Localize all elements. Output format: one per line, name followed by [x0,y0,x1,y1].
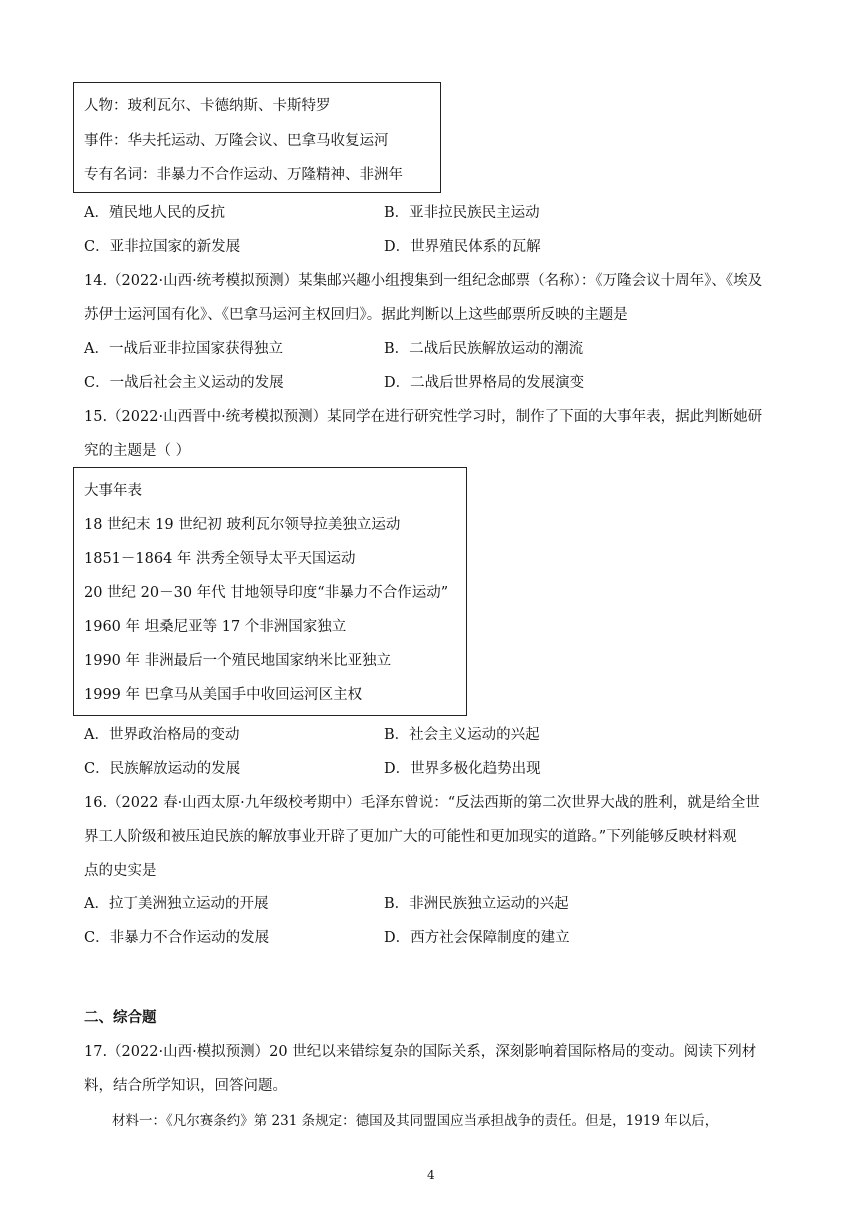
q14-option-d: D．二战后世界格局的发展演变 [384,375,585,391]
timeline-row: 18 世纪末 19 世纪初 玻利瓦尔领导拉美独立运动 [84,517,401,533]
q14-stem-line2: 苏伊士运河国有化》、《巴拿马运河主权回归》。据此判断以上这些邮票所反映的主题是 [84,307,628,323]
q17-stem-line2: 料，结合所学知识，回答问题。 [84,1078,287,1094]
q16-option-a: A．拉丁美洲独立运动的开展 [84,896,269,912]
q15-stem-line2: 究的主题是（ ） [84,443,191,459]
timeline-row: 1960 年 坦桑尼亚等 17 个非洲国家独立 [84,619,347,635]
q16-stem-line2: 界工人阶级和被压迫民族的解放事业开辟了更加广大的可能性和更加现实的道路。”下列能够反映材料观 [84,829,737,845]
timeline-title: 大事年表 [84,483,142,499]
q16-stem-line3: 点的史实是 [84,863,157,879]
q16-option-c: C．非暴力不合作运动的发展 [84,930,270,946]
q14-option-c: C．一战后社会主义运动的发展 [84,375,284,391]
keyword-line-people: 人物：玻利瓦尔、卡德纳斯、卡斯特罗 [84,98,331,114]
q17-stem-line1: 17.（2022·山西·模拟预测）20 世纪以来错综复杂的国际关系，深刻影响着国际格局的变动。阅读下列材 [84,1044,757,1060]
timeline-row: 20 世纪 20－30 年代 甘地领导印度“非暴力不合作运动” [84,585,449,601]
q15-option-c: C．民族解放运动的发展 [84,761,241,777]
section-heading: 二、综合题 [84,1009,157,1026]
q16-option-b: B．非洲民族独立运动的兴起 [384,896,569,912]
q16-option-d: D．西方社会保障制度的建立 [384,930,570,946]
keyword-line-terms: 专有名词：非暴力不合作运动、万隆精神、非洲年 [84,167,403,183]
q14-option-a: A．一战后亚非拉国家获得独立 [84,341,283,357]
q16-stem-line1: 16.（2022 春·山西太原·九年级校考期中）毛泽东曾说：“反法西斯的第二次世界大战的胜利，就是给全世 [84,795,760,811]
q15-option-d: D．世界多极化趋势出现 [384,761,541,777]
q13-option-c: C．亚非拉国家的新发展 [84,239,241,255]
keyword-line-events: 事件：华夫托运动、万隆会议、巴拿马收复运河 [84,133,389,149]
timeline-row: 1999 年 巴拿马从美国手中收回运河区主权 [84,687,363,703]
q13-option-d: D．世界殖民体系的瓦解 [384,239,541,255]
q14-option-b: B．二战后民族解放运动的潮流 [384,341,584,357]
page-number: 4 [427,1168,435,1182]
q13-option-a: A．殖民地人民的反抗 [84,205,225,221]
q15-option-a: A．世界政治格局的变动 [84,727,240,743]
q17-material1: 材料一：《凡尔赛条约》第 231 条规定：德国及其同盟国应当承担战争的责任。但是，1919 年以后， [112,1113,719,1129]
q13-option-b: B．亚非拉民族民主运动 [384,205,540,221]
q15-option-b: B．社会主义运动的兴起 [384,727,540,743]
timeline-row: 1851－1864 年 洪秀全领导太平天国运动 [84,551,356,567]
q14-stem-line1: 14.（2022·山西·统考模拟预测）某集邮兴趣小组搜集到一组纪念邮票（名称）：《万隆会议十周年》、《埃及 [84,273,763,289]
q15-stem-line1: 15.（2022·山西晋中·统考模拟预测）某同学在进行研究性学习时，制作了下面的大事年表，据此判断她研 [84,409,763,425]
timeline-row: 1990 年 非洲最后一个殖民地国家纳米比亚独立 [84,653,392,669]
